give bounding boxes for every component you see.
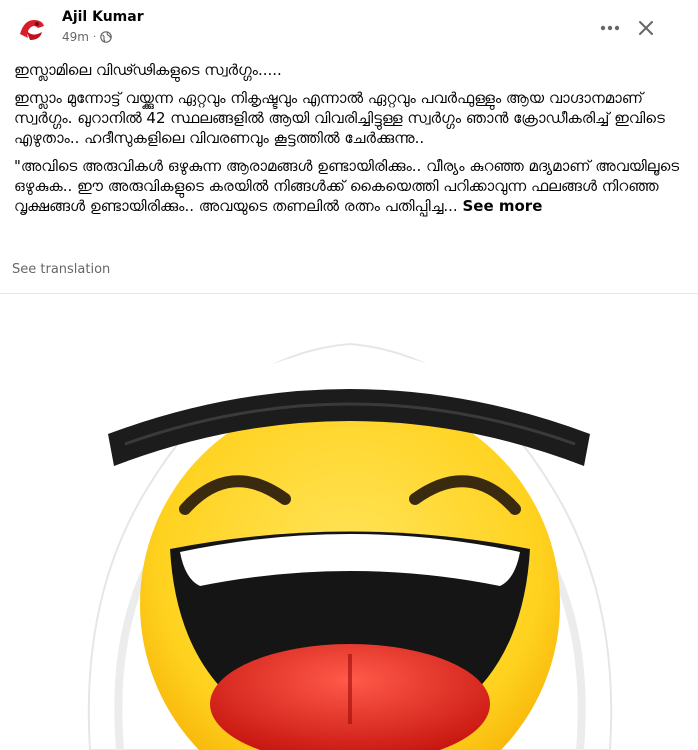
avatar-image	[12, 8, 52, 48]
more-options-button[interactable]	[596, 14, 624, 42]
meta-separator: ·	[93, 32, 96, 43]
globe-icon[interactable]	[100, 31, 112, 43]
see-translation-link[interactable]: See translation	[12, 262, 110, 277]
post-time[interactable]: 49m	[62, 30, 89, 44]
post-body	[14, 60, 686, 224]
more-horizontal-icon	[600, 25, 620, 31]
post-title: ഇസ്ലാമിലെ വിഢ്ഢികളുടെ സ്വർഗ്ഗം.....	[14, 60, 686, 80]
author-name[interactable]: Ajil Kumar	[62, 9, 144, 25]
see-more-link[interactable]: See more	[462, 197, 542, 215]
hide-post-button[interactable]	[632, 14, 660, 42]
post-meta	[62, 30, 112, 44]
post-image[interactable]	[0, 293, 698, 750]
post-paragraph-1: ഇസ്ലാം മുന്നോട്ട് വയ്ക്കുന്ന ഏറ്റവും നികൃഷ്ടവും എന്നാൽ ഏറ്റവും പവർഫുള്ളും ആയ വാഗ്ദാനമാണ് സ്വർഗ്ഗം. ഖുറാനിൽ 42 സ്ഥലങ്ങളിൽ ആയി വിവരിച്ചിട്ടുള്ള സ്വർഗ്ഗം ഞാൻ ക്രോഡീകരിച്ച് ഇവിടെ എഴുതാം.. ഹദീസുകളിലെ വിവരണവും കൂട്ടത്തിൽ ചേർക്കുന്നു..	[14, 88, 686, 148]
close-icon	[638, 20, 654, 36]
laughing-emoji-keffiyeh-image	[0, 294, 698, 750]
post-header	[12, 8, 686, 48]
post-paragraph-2	[14, 156, 686, 216]
post-paragraph-2-text: "അവിടെ അരുവികൾ ഒഴുകുന്ന ആരാമങ്ങൾ ഉണ്ടായിരിക്കും.. വീര്യം കുറഞ്ഞ മദ്യമാണ് അവയിലൂടെ ഒഴുകുക.. ഈ അരുവികളുടെ കരയിൽ നിങ്ങൾക്ക് കൈയെത്തി പറിക്കാവുന്ന ഫലങ്ങൾ നിറഞ്ഞ വൃക്ഷങ്ങൾ ഉണ്ടായിരിക്കും.. അവയുടെ തണലിൽ രത്നം പതിപ്പിച്ച...	[14, 157, 679, 215]
avatar[interactable]	[12, 8, 52, 48]
